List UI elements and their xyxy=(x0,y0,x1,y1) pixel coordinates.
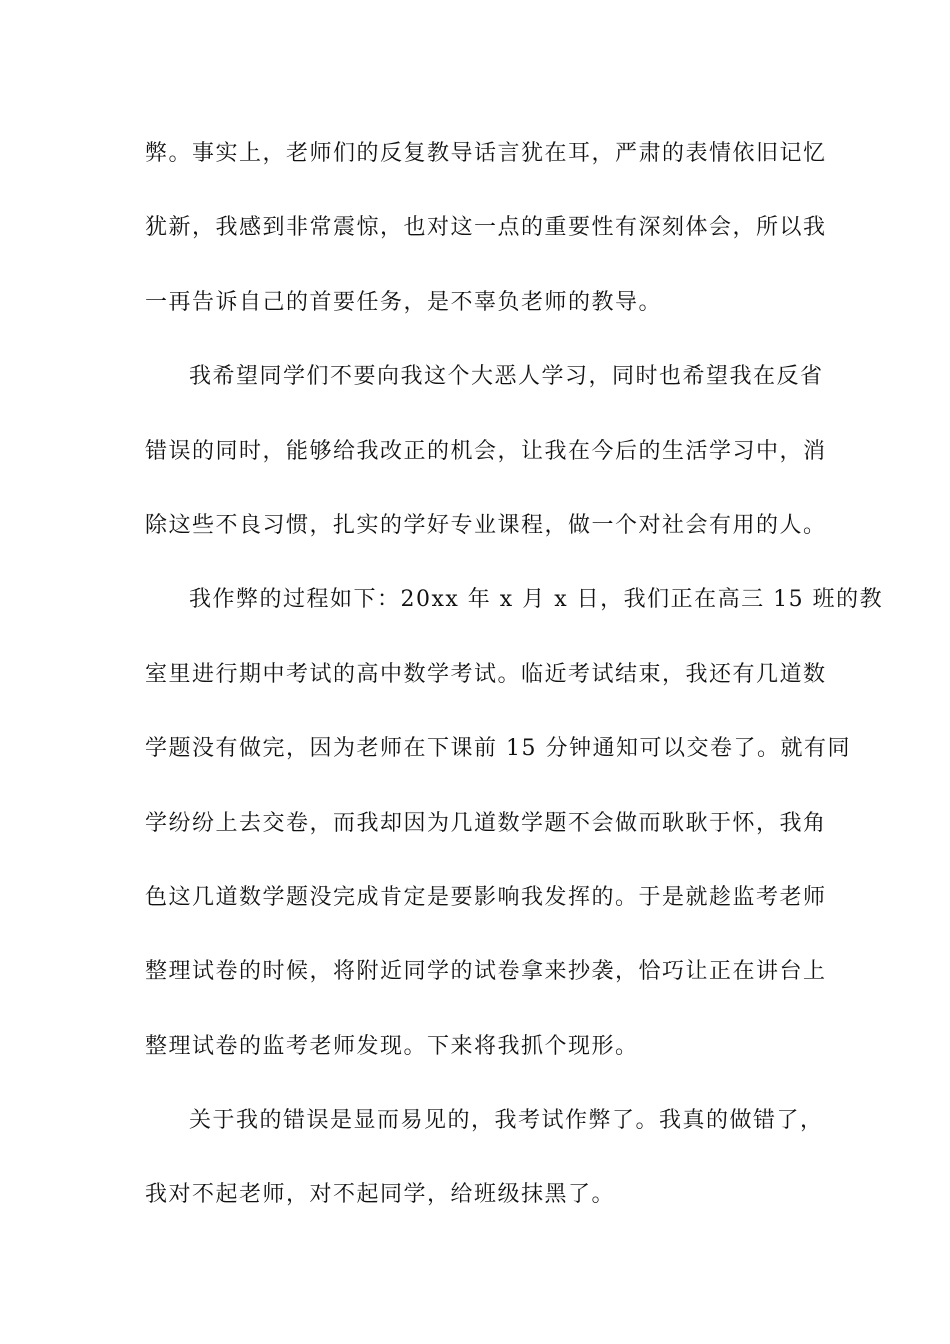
paragraph-first-line: 我作弊的过程如下：20xx 年 x 月 x 日，我们正在高三 15 班的教 xyxy=(189,587,884,613)
text-line: 我对不起老师，对不起同学，给班级抹黑了。 xyxy=(145,1182,616,1208)
text-line: 一再告诉自己的首要任务，是不辜负老师的教导。 xyxy=(145,289,663,315)
text-line: 学题没有做完，因为老师在下课前 15 分钟通知可以交卷了。就有同 xyxy=(145,736,851,762)
text-line: 整理试卷的监考老师发现。下来将我抓个现形。 xyxy=(145,1033,639,1059)
text-line: 犹新，我感到非常震惊，也对这一点的重要性有深刻体会，所以我 xyxy=(145,215,827,241)
text-line: 错误的同时，能够给我改正的机会，让我在今后的生活学习中，消 xyxy=(145,438,827,464)
paragraph-first-line: 我希望同学们不要向我这个大恶人学习，同时也希望我在反省 xyxy=(189,364,824,390)
text-line: 色这几道数学题没完成肯定是要影响我发挥的。于是就趁监考老师 xyxy=(145,884,827,910)
text-line: 室里进行期中考试的高中数学考试。临近考试结束，我还有几道数 xyxy=(145,661,827,687)
text-line: 整理试卷的时候，将附近同学的试卷拿来抄袭，恰巧让正在讲台上 xyxy=(145,959,827,985)
text-line: 除这些不良习惯，扎实的学好专业课程，做一个对社会有用的人。 xyxy=(145,512,827,538)
text-line: 弊。事实上，老师们的反复教导话言犹在耳，严肃的表情依旧记忆 xyxy=(145,141,827,166)
text-line: 学纷纷上去交卷，而我却因为几道数学题不会做而耿耿于怀，我角 xyxy=(145,810,827,836)
paragraph-first-line: 关于我的错误是显而易见的，我考试作弊了。我真的做错了， xyxy=(189,1108,824,1134)
body-text xyxy=(145,128,884,1244)
